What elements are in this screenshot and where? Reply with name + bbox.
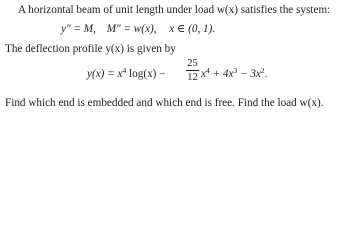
fraction-numerator: 25 bbox=[187, 58, 198, 69]
fraction-25-12 bbox=[186, 58, 199, 83]
equation-y-second-derivative: y″ = M, bbox=[61, 23, 96, 35]
system-equations bbox=[61, 23, 215, 36]
deflection-intro: The deflection profile y(x) is given by bbox=[5, 43, 176, 55]
problem-question: Find which end is embedded and which end is free. Find the load w(x). bbox=[5, 97, 324, 109]
equation-rhs: $x^4 + 4x^3 - 3x^2$. bbox=[201, 66, 268, 80]
equation-m-second-derivative: M″ = w(x), bbox=[106, 23, 157, 35]
fraction-denominator: 12 bbox=[187, 72, 198, 83]
domain-condition: x ∈ (0, 1). bbox=[169, 23, 216, 35]
problem-intro: A horizontal beam of unit length under load w(x) satisfies the system: bbox=[18, 4, 331, 16]
equation-lhs: $y(x) = x^4$ log(x) − bbox=[87, 66, 166, 80]
